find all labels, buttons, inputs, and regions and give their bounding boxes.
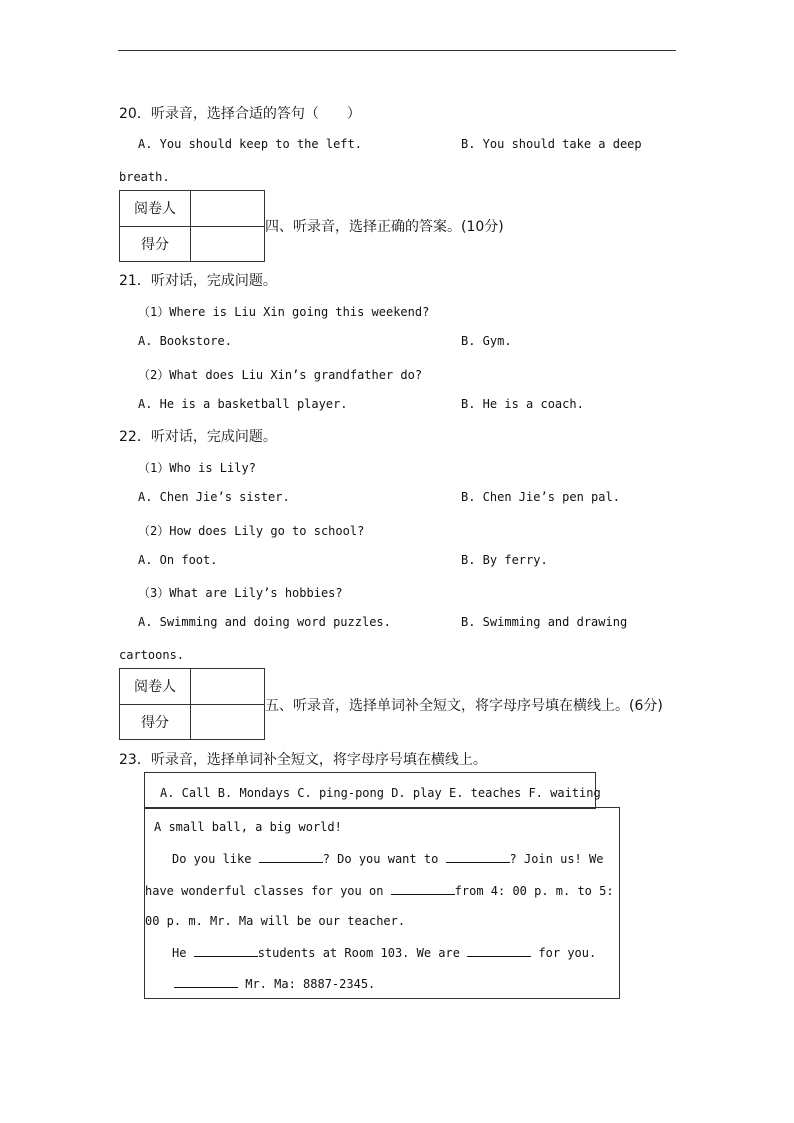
word-bank: A. Call B. Mondays C. ping-pong D. play E. teaches F. waiting xyxy=(160,786,601,800)
passage-text: ? Join us! We xyxy=(509,852,604,866)
q22-sub3-option-b-cont: cartoons. xyxy=(119,648,185,662)
q20-option-b-cont: breath. xyxy=(119,170,170,184)
header-rule xyxy=(118,50,676,51)
passage-text: Do you like xyxy=(172,852,259,866)
q23-title: 23．听录音，选择单词补全短文，将字母序号填在横线上。 xyxy=(119,752,487,768)
passage-text: Mr. Ma: 8887-2345. xyxy=(238,977,376,991)
q22-sub1: （1）Who is Lily? xyxy=(138,461,256,475)
q20-option-b: B. You should take a deep xyxy=(461,137,642,151)
passage-line-4 xyxy=(172,945,596,960)
score-cell xyxy=(191,226,265,262)
q21-sub2-option-a: A. He is a basketball player. xyxy=(138,397,348,411)
q20-option-a: A. You should keep to the left. xyxy=(138,137,362,151)
q22-sub3-option-a: A. Swimming and doing word puzzles. xyxy=(138,615,391,629)
answer-blank-5[interactable] xyxy=(467,945,531,957)
answer-blank-2[interactable] xyxy=(446,851,510,863)
q21-sub2: （2）What does Liu Xin’s grandfather do? xyxy=(138,368,423,382)
passage-line-1 xyxy=(172,851,603,866)
passage-line-5 xyxy=(174,976,375,991)
q22-sub2-option-a: A. On foot. xyxy=(138,553,218,567)
answer-blank-6[interactable] xyxy=(174,976,238,988)
q21-sub1-option-a: A. Bookstore. xyxy=(138,334,232,348)
passage-text: ? Do you want to xyxy=(322,852,446,866)
q22-sub1-option-b: B. Chen Jie’s pen pal. xyxy=(461,490,620,504)
section5-title: 五、听录音，选择单词补全短文，将字母序号填在横线上。(6分) xyxy=(265,698,663,714)
score-cell xyxy=(191,704,265,740)
reviewer-cell xyxy=(191,191,265,227)
passage-text: He xyxy=(172,946,194,960)
q22-title: 22．听对话，完成问题。 xyxy=(119,429,277,445)
q21-sub2-option-b: B. He is a coach. xyxy=(461,397,584,411)
passage-line-2 xyxy=(145,883,614,898)
section4-score-table xyxy=(119,190,265,262)
passage-text: from 4: 00 p. m. to 5: xyxy=(454,884,614,898)
passage-text: for you. xyxy=(531,946,597,960)
answer-blank-1[interactable] xyxy=(259,851,323,863)
section4-title: 四、听录音，选择正确的答案。(10分) xyxy=(265,219,504,235)
score-label: 得分 xyxy=(120,704,191,740)
q21-title: 21．听对话，完成问题。 xyxy=(119,273,277,289)
passage-box xyxy=(144,807,620,999)
q22-sub2: （2）How does Lily go to school? xyxy=(138,524,365,538)
score-label: 得分 xyxy=(120,226,191,262)
q22-sub1-option-a: A. Chen Jie’s sister. xyxy=(138,490,290,504)
q21-sub1: （1）Where is Liu Xin going this weekend? xyxy=(138,305,430,319)
passage-text: students at Room 103. We are xyxy=(257,946,468,960)
answer-blank-3[interactable] xyxy=(391,883,455,895)
passage-heading: A small ball, a big world! xyxy=(154,820,342,834)
reviewer-cell xyxy=(191,669,265,705)
section5-score-table xyxy=(119,668,265,740)
q20-title: 20．听录音，选择合适的答句（ ） xyxy=(119,106,361,122)
reviewer-label: 阅卷人 xyxy=(120,191,191,227)
q22-sub2-option-b: B. By ferry. xyxy=(461,553,548,567)
q22-sub3: （3）What are Lily’s hobbies? xyxy=(138,586,343,600)
reviewer-label: 阅卷人 xyxy=(120,669,191,705)
q21-sub1-option-b: B. Gym. xyxy=(461,334,512,348)
q22-sub3-option-b: B. Swimming and drawing xyxy=(461,615,628,629)
passage-text: have wonderful classes for you on xyxy=(145,884,391,898)
passage-line-3: 00 p. m. Mr. Ma will be our teacher. xyxy=(145,914,406,928)
answer-blank-4[interactable] xyxy=(194,945,258,957)
